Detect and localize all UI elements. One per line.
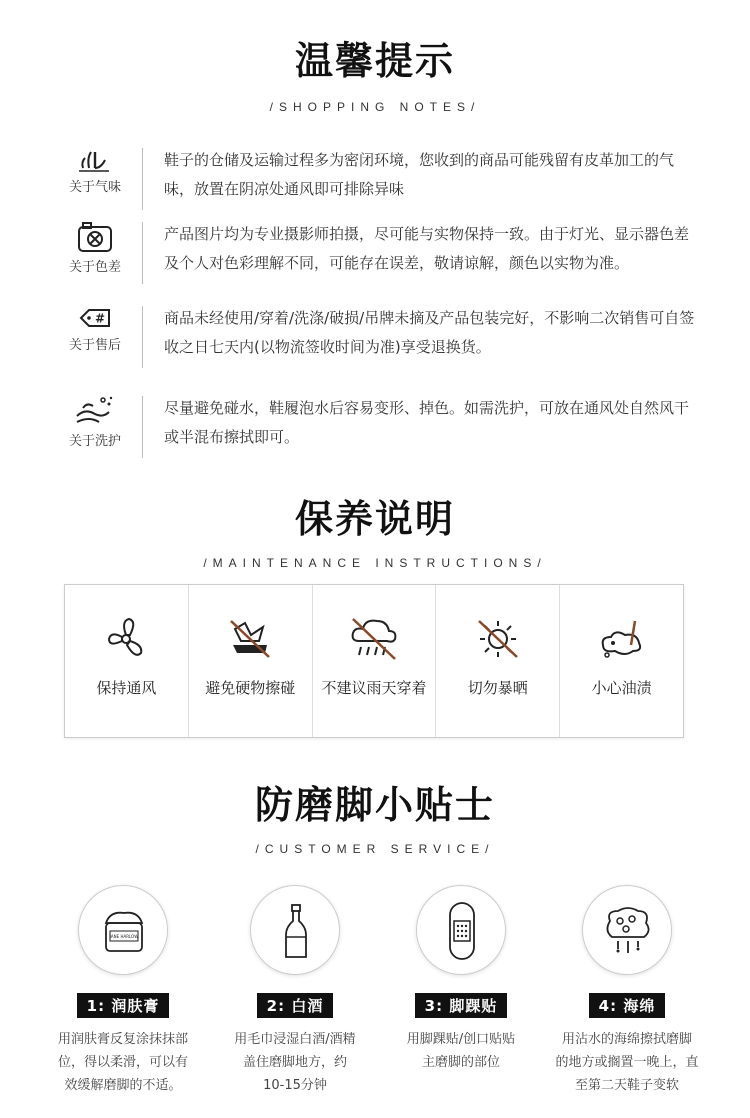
tips-title: 防磨脚小贴士 [254, 783, 495, 827]
tip-item [386, 885, 536, 1074]
maintenance-label: 保持通风 [96, 679, 157, 697]
note-text: 鞋子的仓储及运输过程多为密闭环境，您收到的商品可能残留有皮革加工的气味，放置在阴凉处通风即可排除异味 [164, 151, 675, 198]
tip-description [386, 1028, 536, 1074]
note-divider [142, 306, 143, 368]
maintenance-grid [64, 584, 684, 738]
tip-icon-circle [416, 885, 506, 975]
maintenance-label: 避免硬物擦碰 [205, 679, 296, 697]
tip-icon-circle [78, 885, 168, 975]
note-label: 关于色差 [68, 260, 121, 275]
tip-icon-circle [582, 885, 672, 975]
note-divider [142, 396, 143, 458]
tip-badge: 4: 海绵 [589, 993, 666, 1018]
tip-item [48, 885, 198, 1097]
tip-icon-circle [250, 885, 340, 975]
tip-line: 用沾水的海绵擦拭磨脚 [561, 1032, 692, 1047]
note-text: 产品图片均为专业摄影师拍摄，尽可能与实物保持一致。由于灯光、显示器色差及个人对色彩理解不同，可能存在误差，敬请谅解，颜色以实物为准。 [164, 225, 690, 272]
tip-line: 主磨脚的部位 [421, 1055, 500, 1070]
tip-badge: 1: 润肤膏 [77, 993, 170, 1018]
tips-subtitle: /CUSTOMER SERVICE/ [255, 842, 495, 856]
note-text: 尽量避免碰水，鞋履泡水后容易变形、掉色。如需洗护，可放在通风处自然风干或半混布擦拭即可。 [164, 399, 690, 446]
tip-line: 用脚踝贴/创口贴贴 [406, 1032, 516, 1047]
price-tag-icon [75, 304, 115, 332]
note-label: 关于售后 [68, 338, 121, 353]
note-text: 商品未经使用/穿着/洗涤/破损/吊牌未摘及产品包装完好，不影响二次销售可自签收之日七天内(以物流签收时间为准)享受退换货。 [164, 309, 695, 356]
tip-line: 效缓解磨脚的不适。 [64, 1078, 182, 1093]
jar-label: JANE HARLOW [109, 934, 139, 939]
tip-description [220, 1028, 370, 1097]
note-color [60, 220, 700, 290]
fan-icon [101, 615, 151, 663]
tip-line: 10-15分钟 [263, 1078, 327, 1093]
no-sun-icon [473, 615, 523, 663]
tip-item [220, 885, 370, 1097]
note-label: 关于气味 [68, 180, 121, 195]
tip-line: 位，得以柔滑，可以有 [57, 1055, 188, 1070]
smell-icon [75, 146, 115, 174]
maintenance-label: 不建议雨天穿着 [321, 679, 427, 697]
tip-badge: 2: 白酒 [257, 993, 334, 1018]
maintenance-item [560, 585, 683, 737]
maintenance-item [189, 585, 313, 737]
note-label: 关于洗护 [68, 434, 121, 449]
oil-stain-icon [595, 615, 649, 663]
tip-description [48, 1028, 198, 1097]
note-washing [60, 394, 700, 464]
sponge-icon [598, 901, 658, 961]
camera-icon [75, 220, 115, 254]
notes-title: 温馨提示 [294, 39, 455, 83]
maintenance-subtitle: /MAINTENANCE INSTRUCTIONS/ [203, 556, 547, 570]
bandage-icon [432, 901, 492, 961]
note-after-sales [60, 304, 700, 374]
tip-item [552, 885, 702, 1097]
hand-wash-icon [73, 394, 117, 428]
note-divider [142, 148, 143, 210]
cream-jar-icon [94, 901, 154, 961]
maintenance-label: 切勿暴晒 [467, 679, 528, 697]
no-hard-object-icon [225, 615, 275, 663]
tip-badge: 3: 脚踝贴 [415, 993, 508, 1018]
notes-subtitle: /SHOPPING NOTES/ [269, 100, 481, 114]
tip-line: 至第二天鞋子变软 [574, 1078, 679, 1093]
tip-line: 用毛巾浸湿白酒/酒精 [234, 1032, 356, 1047]
note-smell [60, 146, 700, 216]
liquor-bottle-icon [266, 901, 326, 961]
note-divider [142, 222, 143, 284]
tip-description [552, 1028, 702, 1097]
maintenance-title: 保养说明 [294, 497, 455, 541]
no-rain-icon [347, 615, 401, 663]
svg-text:#: # [95, 311, 106, 326]
tip-line: 用润肤膏反复涂抹抹部 [57, 1032, 188, 1047]
tip-line: 盖住磨脚地方，约 [242, 1055, 347, 1070]
maintenance-item [65, 585, 189, 737]
maintenance-item [313, 585, 437, 737]
maintenance-label: 小心油渍 [591, 679, 652, 697]
tip-line: 的地方或搁置一晚上，直 [555, 1055, 699, 1070]
maintenance-item [436, 585, 560, 737]
